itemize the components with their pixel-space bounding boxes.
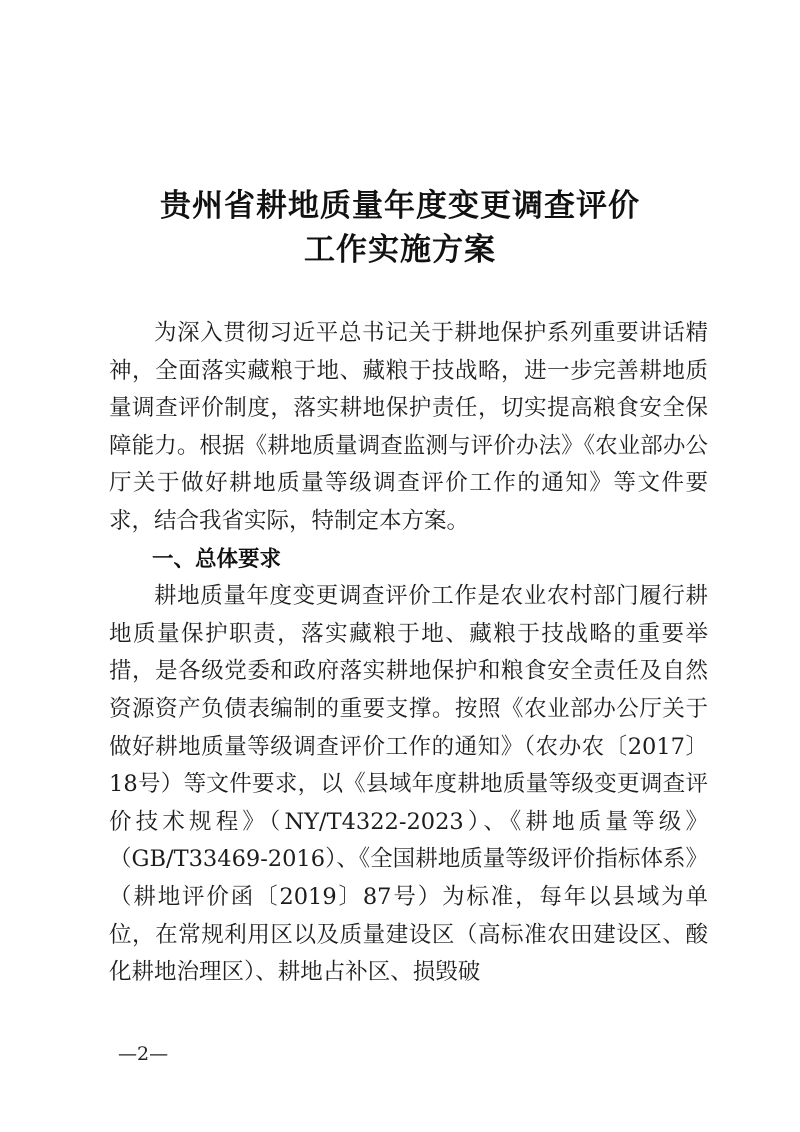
page-number: —2— [118,1043,169,1065]
intro-paragraph: 为深入贯彻习近平总书记关于耕地保护系列重要讲话精神，全面落实藏粮于地、藏粮于技战略，进一步完善耕地质量调查评价制度，落实耕地保护责任，切实提高粮食安全保障能力。根据《耕地质量调查监测与评价办法》《农业部办公厅关于做好耕地质量等级调查评价工作的通知》等文件要求，结合我省实际，特制定本方案。 [109,320,708,534]
section-1-paragraph: 耕地质量年度变更调查评价工作是农业农村部门履行耕地质量保护职责，落实藏粮于地、藏粮于技战略的重要举措，是各级党委和政府落实耕地保护和粮食安全责任及自然资源资产负债表编制的重要支撑。按照《农业部办公厅关于做好耕地质量等级调查评价工作的通知》（农办农〔2017〕18号）等文件要求，以《县域年度耕地质量等级变更调查评价技术规程》（NY/T4322-2023）、《耕地质量等级》（GB/T33469-2016）、《全国耕地质量等级评价指标体系》（耕地评价函〔2019〕87号）为标准，每年以县域为单位，在常规利用区以及质量建设区（高标准农田建设区、酸化耕地治理区）、耕地占补区、损毁破 [109,583,708,986]
document-title-line-1: 贵州省耕地质量年度变更调查评价 [160,188,640,224]
document-title-line-2: 工作实施方案 [304,232,496,268]
document-body [109,315,708,992]
section-heading-general-requirements: 一、总体要求 [152,546,282,572]
